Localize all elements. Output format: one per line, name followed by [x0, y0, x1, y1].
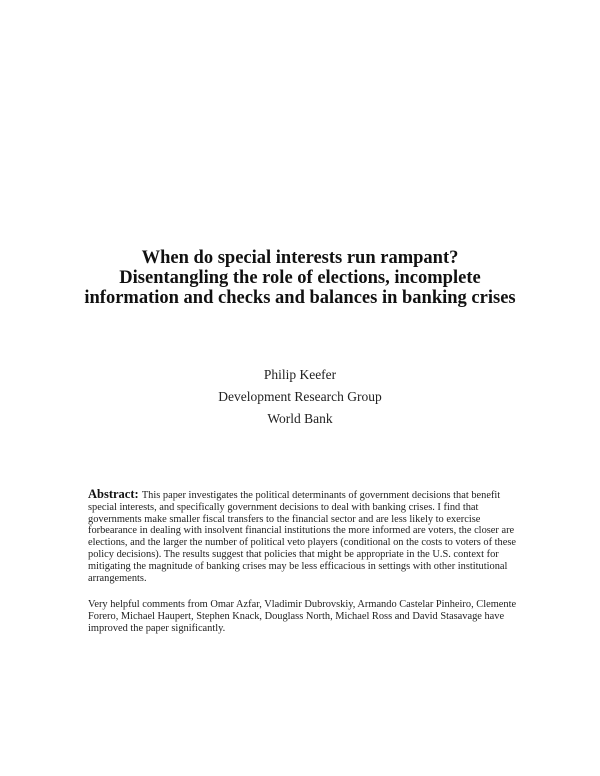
author-name: Philip Keefer — [263, 367, 337, 382]
abstract-separator: : — [134, 487, 142, 501]
title-line: Disentangling the role of elections, incomplete — [119, 268, 481, 288]
abstract-label: Abstract — [88, 487, 135, 501]
author-department: Development Research Group — [218, 389, 382, 404]
paper-title — [60, 248, 540, 308]
abstract — [88, 489, 528, 584]
acknowledgment: Very helpful comments from Omar Azfar, Vladimir Dubrovskiy, Armando Castelar Pinheiro, Clemente Forero, Michael Haupert, Stephen Knack, Douglass North, Michael Ross and David Stasavage have improved the paper significantly. — [88, 599, 517, 634]
title-line: When do special interests run rampant? — [141, 248, 459, 268]
title-line: information and checks and balances in banking crises — [84, 288, 516, 308]
abstract-text: This paper investigates the political determinants of government decisions that benefit special interests, and specifically government decisions to deal with banking crises. I find that governments make smaller fiscal transfers to the financial sector and are less likely to exercise forbearance in dealing with insolvent financial institutions the more informed are voters, the closer are elections, and the larger the number of political veto players (conditional on the costs to voters of these policy decisions). The results suggest that policies that might be appropriate in the U.S. context for mitigating the magnitude of banking crises may be less efficacious in settings with other institutional arrangements. — [88, 490, 517, 584]
author-block — [150, 364, 450, 430]
author-institution: World Bank — [267, 411, 333, 426]
